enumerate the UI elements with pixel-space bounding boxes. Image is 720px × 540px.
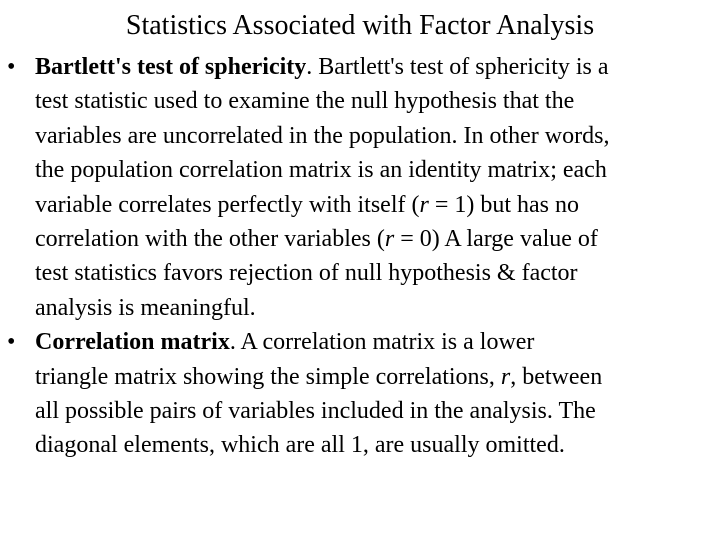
bullet-text: correlation with the other variables ( [35, 226, 385, 253]
bullet-text: triangle matrix showing the simple correlations, [35, 363, 501, 390]
bullet-line [35, 188, 714, 222]
bullet-line: analysis is meaningful. [35, 294, 256, 321]
variable-r: r [500, 363, 511, 390]
bullet-text: , between [510, 363, 603, 390]
bullet-list [0, 50, 720, 463]
bullet-line [35, 360, 714, 394]
bullet-line [35, 50, 714, 84]
bullet-term: Correlation matrix [35, 329, 230, 356]
bullet-text: variable correlates perfectly with itself ( [35, 191, 420, 218]
bullet-text: = 1) but has no [428, 191, 580, 218]
bullet-line: the population correlation matrix is an identity matrix; each [35, 157, 607, 184]
bullet-marker: • [7, 54, 16, 80]
bullet-text: . A correlation matrix is a lower [229, 329, 535, 356]
slide-title: Statistics Associated with Factor Analysis [125, 10, 595, 41]
bullet-bartletts-test [0, 50, 714, 325]
variable-r: r [419, 191, 429, 218]
bullet-line: test statistic used to examine the null hypothesis that the [35, 88, 575, 115]
variable-r: r [384, 226, 395, 253]
bullet-line: variables are uncorrelated in the population. In other words, [35, 122, 610, 149]
bullet-line: diagonal elements, which are all 1, are usually omitted. [35, 432, 565, 459]
bullet-line: test statistics favors rejection of null hypothesis & factor [35, 260, 578, 287]
bullet-text: . Bartlett's test of sphericity is a [306, 54, 609, 80]
bullet-text: = 0) A large value of [394, 226, 598, 253]
bullet-term: Bartlett's test of sphericity [35, 54, 307, 80]
bullet-marker: • [7, 329, 16, 356]
bullet-line: all possible pairs of variables included in the analysis. The [35, 398, 596, 425]
bullet-line [35, 222, 714, 256]
bullet-correlation-matrix [0, 325, 714, 463]
bullet-line [35, 325, 714, 359]
